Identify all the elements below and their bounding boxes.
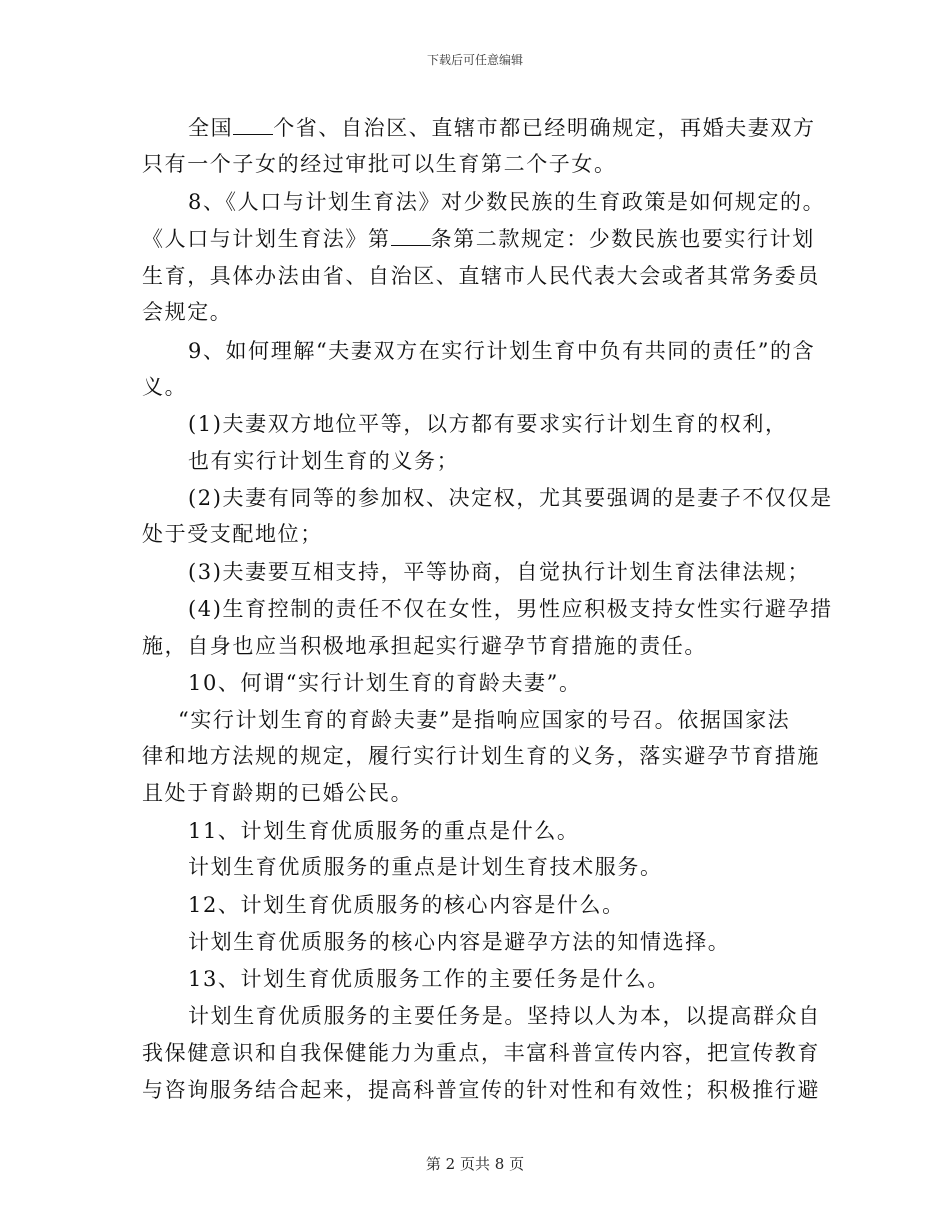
paragraph-line: 义。 — [142, 375, 188, 399]
paragraph-line: 律和地方法规的规定，履行实行计划生育的义务，落实避孕节育措施 — [142, 744, 820, 768]
paragraph-line: 全国 个省、自治区、直辖市都已经明确规定，再婚夫妻双方 — [188, 116, 816, 140]
paragraph-line: 《人口与计划生育法》第 条第二款规定：少数民族也要实行计划 — [142, 227, 815, 251]
question-heading: 11、计划生育优质服务的重点是什么。 — [188, 819, 580, 843]
paragraph-line: 生育，具体办法由省、自治区、直辖市人民代表大会或者其常务委员 — [142, 264, 820, 288]
paragraph-line: 也有实行计划生育的义务； — [188, 449, 460, 473]
list-item: (3)夫妻要互相支持，平等协商，自觉执行计划生育法律法规； — [188, 560, 811, 584]
paragraph-line: 只有一个子女的经过审批可以生育第二个子女。 — [142, 152, 617, 176]
page-footer: 第 2 页共 8 页 — [425, 1155, 525, 1173]
paragraph-line: 且处于育龄期的已婚公民。 — [142, 781, 414, 805]
paragraph-line: 计划生育优质服务的重点是计划生育技术服务。 — [188, 855, 663, 879]
question-heading: 10、何谓“实行计划生育的育龄夫妻”。 — [188, 671, 582, 695]
question-heading: 13、计划生育优质服务工作的主要任务是什么。 — [188, 967, 670, 991]
paragraph-line: 与咨询服务结合起来，提高科普宣传的针对性和有效性；积极推行避 — [142, 1078, 820, 1102]
page-header: 下载后可任意编辑 — [426, 53, 523, 67]
paragraph-line: 处于受支配地位； — [142, 522, 323, 546]
list-item: (2)夫妻有同等的参加权、决定权，尤其要强调的是妻子不仅仅是 — [188, 486, 833, 510]
paragraph-line: 会规定。 — [142, 300, 233, 324]
fill-in-blank — [233, 116, 273, 135]
list-item: (4)生育控制的责任不仅在女性，男性应积极支持女性实行避孕措 — [188, 597, 833, 621]
paragraph-line: 计划生育优质服务的主要任务是。坚持以人为本，以提高群众自 — [188, 1004, 821, 1028]
fill-in-blank — [391, 227, 431, 246]
paragraph-line: 施，自身也应当积极地承担起实行避孕节育措施的责任。 — [142, 634, 707, 658]
question-heading: 8、《人口与计划生育法》对少数民族的生育政策是如何规定的。 — [188, 190, 826, 214]
paragraph-line: 我保健意识和自我保健能力为重点，丰富科普宣传内容，把宣传教育 — [142, 1041, 820, 1065]
question-heading: 9、如何理解“夫妻双方在实行计划生育中负有共同的责任”的含 — [188, 339, 816, 363]
paragraph-line: “实行计划生育的育龄夫妻”是指响应国家的号召。依据国家法 — [178, 708, 791, 732]
paragraph-line: 计划生育优质服务的核心内容是避孕方法的知情选择。 — [188, 930, 731, 954]
question-heading: 12、计划生育优质服务的核心内容是什么。 — [188, 893, 625, 917]
list-item: (1)夫妻双方地位平等，以方都有要求实行计划生育的权利， — [188, 412, 788, 436]
